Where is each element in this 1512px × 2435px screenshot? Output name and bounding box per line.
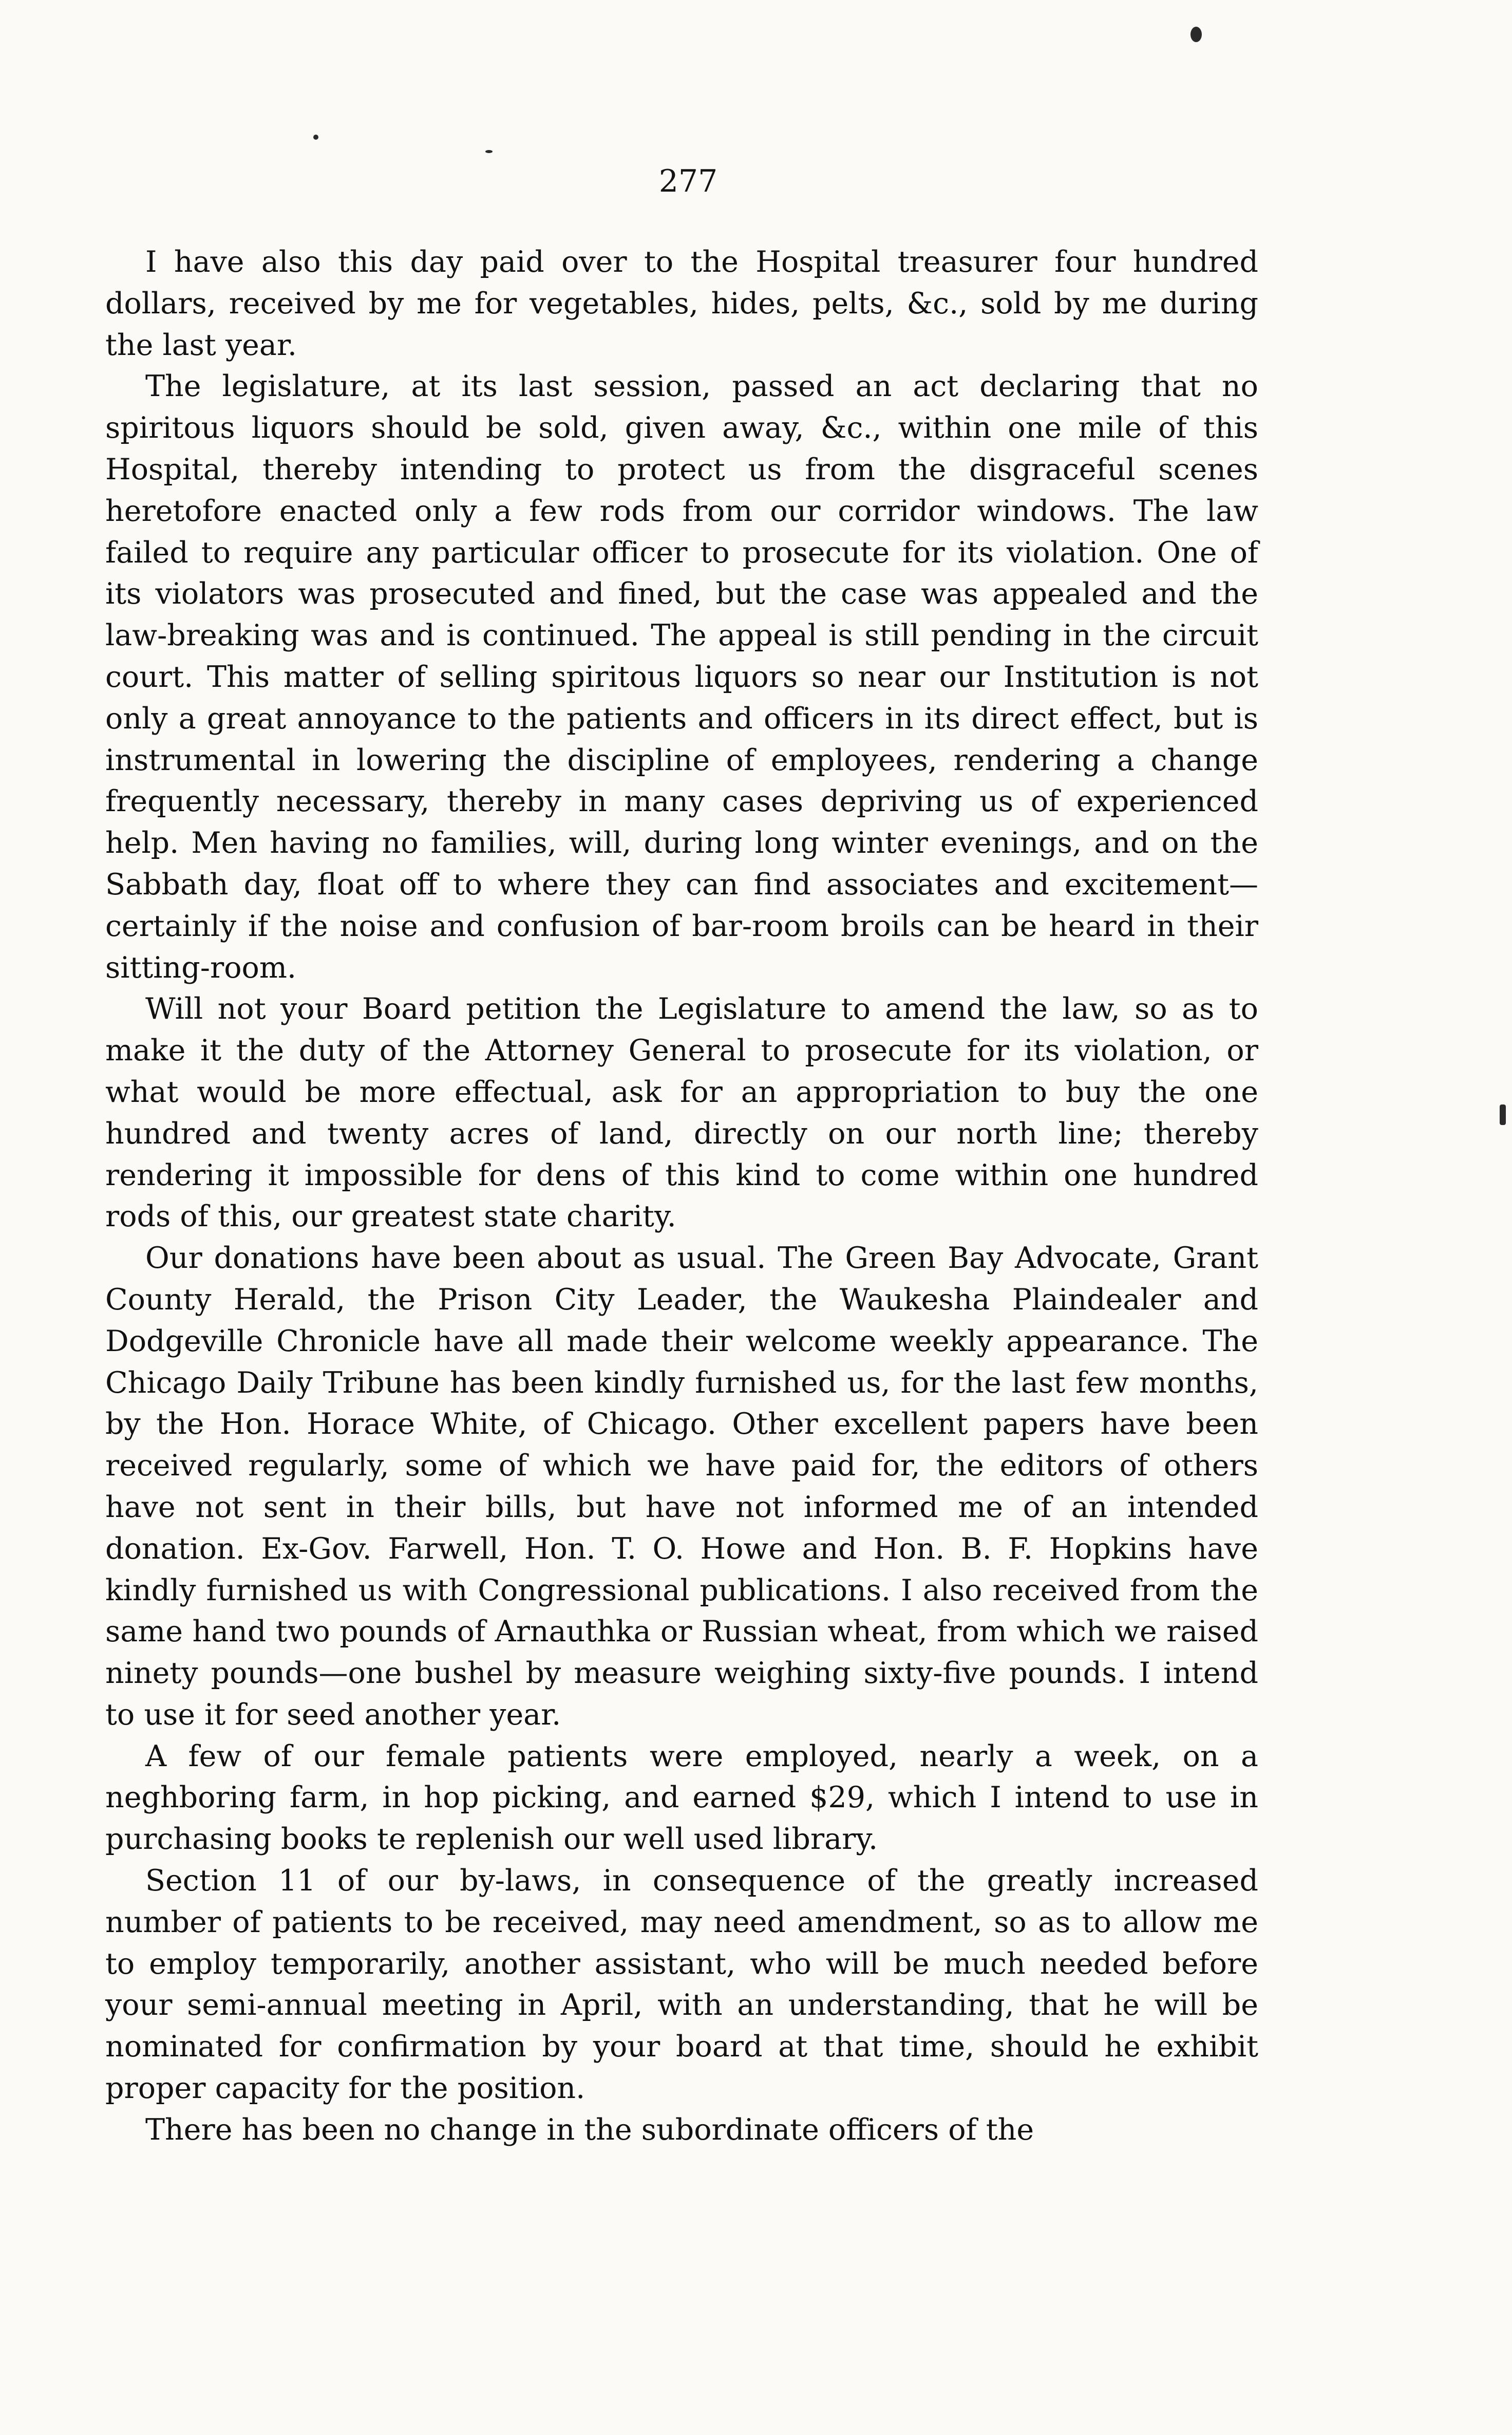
paragraph: There has been no change in the subordinate officers of the <box>145 2112 1034 2147</box>
paragraph: The legislature, at its last session, passed an act declaring that no spiritous liquors should be sold, given away, &c., within one mile of this Hospital, thereby intending to protect us from the disgraceful scenes heretofore enacted only a few rods from our corridor windows. The law failed to require any particular officer to prosecute for its violation. One of its violators was prosecuted and fined, but the case was appealed and the law-breaking was and is continued. The appeal is still pending in the circuit court. This matter of selling spiritous liquors so near our Institution is not only a great annoyance to the patients and officers in its direct effect, but is instrumental in lowering the discipline of employees, rendering a change frequently necessary, thereby in many cases depriving us of experienced help. Men having no families, will, during long winter evenings, and on the Sabbath day, float off to where they can find associates and excitement—certainly if the noise and confusion of bar-room broils can be heard in their sitting-room. <box>105 369 1258 985</box>
paragraph: Will not your Board petition the Legislature to amend the law, so as to make it the duty of the Attorney General to prosecute for its violation, or what would be more effectual, ask for an appropriation to buy the one hundred and twenty acres of land, directly on our north line; thereby rendering it impossible for dens of this kind to come within one hundred rods of this, our greatest state charity. <box>105 992 1258 1234</box>
ink-speck <box>1500 1104 1506 1125</box>
ink-speck <box>313 135 318 140</box>
ink-speck <box>1190 27 1202 42</box>
paragraph: I have also this day paid over to the Hospital treasurer four hundred dollars, received by me for vegetables, hides, pelts, &c., sold by me during the last year. <box>105 245 1258 362</box>
paragraph: A few of our female patients were employed, nearly a week, on a neghboring farm, in hop picking, and earned $29, which I intend to use in purchasing books te replenish our well used library. <box>105 1739 1258 1857</box>
body-text <box>105 241 1258 2151</box>
paragraph: Our donations have been about as usual. The Green Bay Advocate, Grant County Herald, the Prison City Leader, the Waukesha Plaindealer and Dodgeville Chronicle have all made their welcome weekly appearance. The Chicago Daily Tribune has been kindly furnished us, for the last few months, by the Hon. Horace White, of Chicago. Other excellent papers have been received regularly, some of which we have paid for, the editors of others have not sent in their bills, but have not informed me of an intended donation. Ex-Gov. Farwell, Hon. T. O. Howe and Hon. B. F. Hopkins have kindly furnished us with Congressional publications. I also received from the same hand two pounds of Arnauthka or Russian wheat, from which we raised ninety pounds—one bushel by measure weighing sixty-five pounds. I intend to use it for seed another year. <box>105 1241 1258 1732</box>
paragraph: Section 11 of our by-laws, in consequence of the greatly increased number of patients to be received, may need amendment, so as to allow me to employ temporarily, another assistant, who will be much needed before your semi-annual meeting in April, with an understanding, that he will be nominated for confirmation by your board at that time, should he exhibit proper capacity for the position. <box>105 1864 1258 2106</box>
ink-speck <box>485 150 493 153</box>
page-number: 277 <box>658 163 718 199</box>
